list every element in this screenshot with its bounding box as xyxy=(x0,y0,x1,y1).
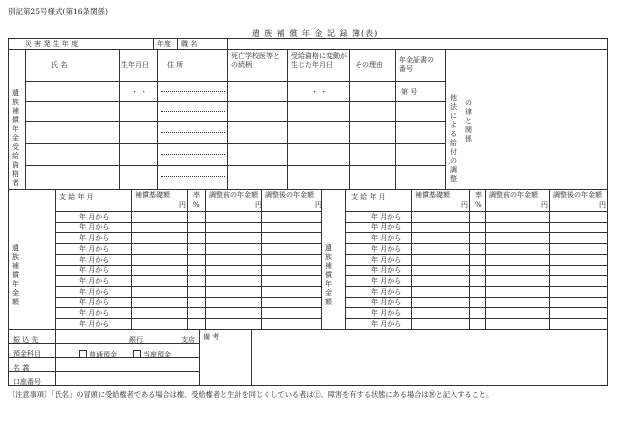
holder-label: 名 義 xyxy=(13,364,30,372)
before-right-unit: 円 xyxy=(541,201,548,209)
payment-row-period: 年 月から xyxy=(79,212,110,221)
period-left-header: 支 給 年 月 xyxy=(59,193,94,201)
base-left-unit: 円 xyxy=(179,201,186,209)
payment-row-period: 年 月から xyxy=(371,244,402,253)
cert-no-header: 年金証書の番号 xyxy=(399,56,434,73)
after-left-unit: 円 xyxy=(315,201,322,209)
payment-row-period: 年 月から xyxy=(79,223,110,232)
form-table xyxy=(8,38,608,386)
payment-right-side-label: 遺族補償年金額 xyxy=(325,244,332,306)
account-type-label: 預金科目 xyxy=(13,350,41,358)
payment-row-period: 年 月から xyxy=(371,234,402,243)
before-right-header: 調整前の年金額 xyxy=(489,191,538,199)
payment-row-period: 年 月から xyxy=(371,212,402,221)
cert-no-mark: 第 号 xyxy=(401,88,418,96)
death-relation-header: 死亡学校医等との続柄 xyxy=(231,52,280,69)
form-number: 別記第25号様式(第16条関係) xyxy=(8,7,108,16)
payment-row-period: 年 月から xyxy=(79,276,110,285)
payment-row-period: 年 月から xyxy=(371,319,402,328)
birth-date-dots: ・ ・ xyxy=(131,88,148,96)
payment-row-period: 年 月から xyxy=(79,287,110,296)
payment-row-period: 年 月から xyxy=(371,309,402,317)
payment-row-period: 年 月から xyxy=(371,276,402,285)
address-header: 住 所 xyxy=(167,61,184,69)
recipient-side-label: 遺族補償年金受給資格者 xyxy=(12,89,19,187)
disaster-year-label: 災 害 発 生 年 度 xyxy=(25,40,79,48)
birth-header: 生年月日 xyxy=(121,61,149,69)
instruction-note: 〔注意事項〕「氏名」の冒頭に受給権者である場合は権、受給権者と生計を同じくしている者は㊤、障害を有する状態にある場合は㊩と記入すること。 xyxy=(8,390,494,399)
rate-right-header: 率 xyxy=(475,191,482,199)
account-no-label: 口座番号 xyxy=(13,378,41,386)
payment-row-period: 年 月から xyxy=(79,244,110,253)
remarks-label: 備 考 xyxy=(203,333,220,341)
change-date-dots: ・ ・ xyxy=(311,88,328,96)
payment-row-period: 年 月から xyxy=(371,266,402,275)
change-date-header: 受給資格に変動が生じた年月日 xyxy=(291,52,347,69)
year-label: 年度 xyxy=(157,40,171,48)
rate-left-unit: % xyxy=(193,201,200,209)
reason-header: その理由 xyxy=(355,61,383,69)
payment-row-period: 年 月から xyxy=(79,266,110,275)
before-left-unit: 円 xyxy=(255,201,262,209)
checking-option[interactable]: 当座預金 xyxy=(133,350,171,359)
other-law-label-2: の律と関係 xyxy=(465,99,472,143)
other-law-label: 他法による給付の調整 xyxy=(450,94,457,183)
after-right-unit: 円 xyxy=(599,201,606,209)
payment-row-period: 年 月から xyxy=(371,255,402,264)
payment-row-period: 年 月から xyxy=(79,319,110,328)
transfer-label: 振 込 先 xyxy=(13,336,39,344)
bank-label: 銀行 xyxy=(129,336,143,344)
ordinary-option[interactable]: 普通預金 xyxy=(79,350,117,359)
base-left-header: 補償基礎額 xyxy=(135,191,170,199)
name-header: 氏 名 xyxy=(51,61,68,69)
after-right-header: 調整後の年金額 xyxy=(553,191,602,199)
payment-row-period: 年 月から xyxy=(371,287,402,296)
period-right-header: 支 給 年 月 xyxy=(351,193,386,201)
rate-right-unit: % xyxy=(475,201,482,209)
payment-row-period: 年 月から xyxy=(79,298,110,307)
page-title: 遺 族 補 償 年 金 記 録 簿(表) xyxy=(251,29,379,38)
after-left-header: 調整後の年金額 xyxy=(265,191,314,199)
position-label: 職 名 xyxy=(181,40,198,48)
payment-left-side-label: 遺族補償年金額 xyxy=(12,244,19,306)
payment-row-period: 年 月から xyxy=(79,309,110,317)
base-right-header: 補償基礎額 xyxy=(415,191,450,199)
branch-label: 支店 xyxy=(181,336,195,344)
payment-row-period: 年 月から xyxy=(371,223,402,232)
payment-row-period: 年 月から xyxy=(371,298,402,307)
rate-left-header: 率 xyxy=(193,191,200,199)
before-left-header: 調整前の年金額 xyxy=(209,191,258,199)
payment-row-period: 年 月から xyxy=(79,234,110,243)
base-right-unit: 円 xyxy=(461,201,468,209)
payment-row-period: 年 月から xyxy=(79,255,110,264)
